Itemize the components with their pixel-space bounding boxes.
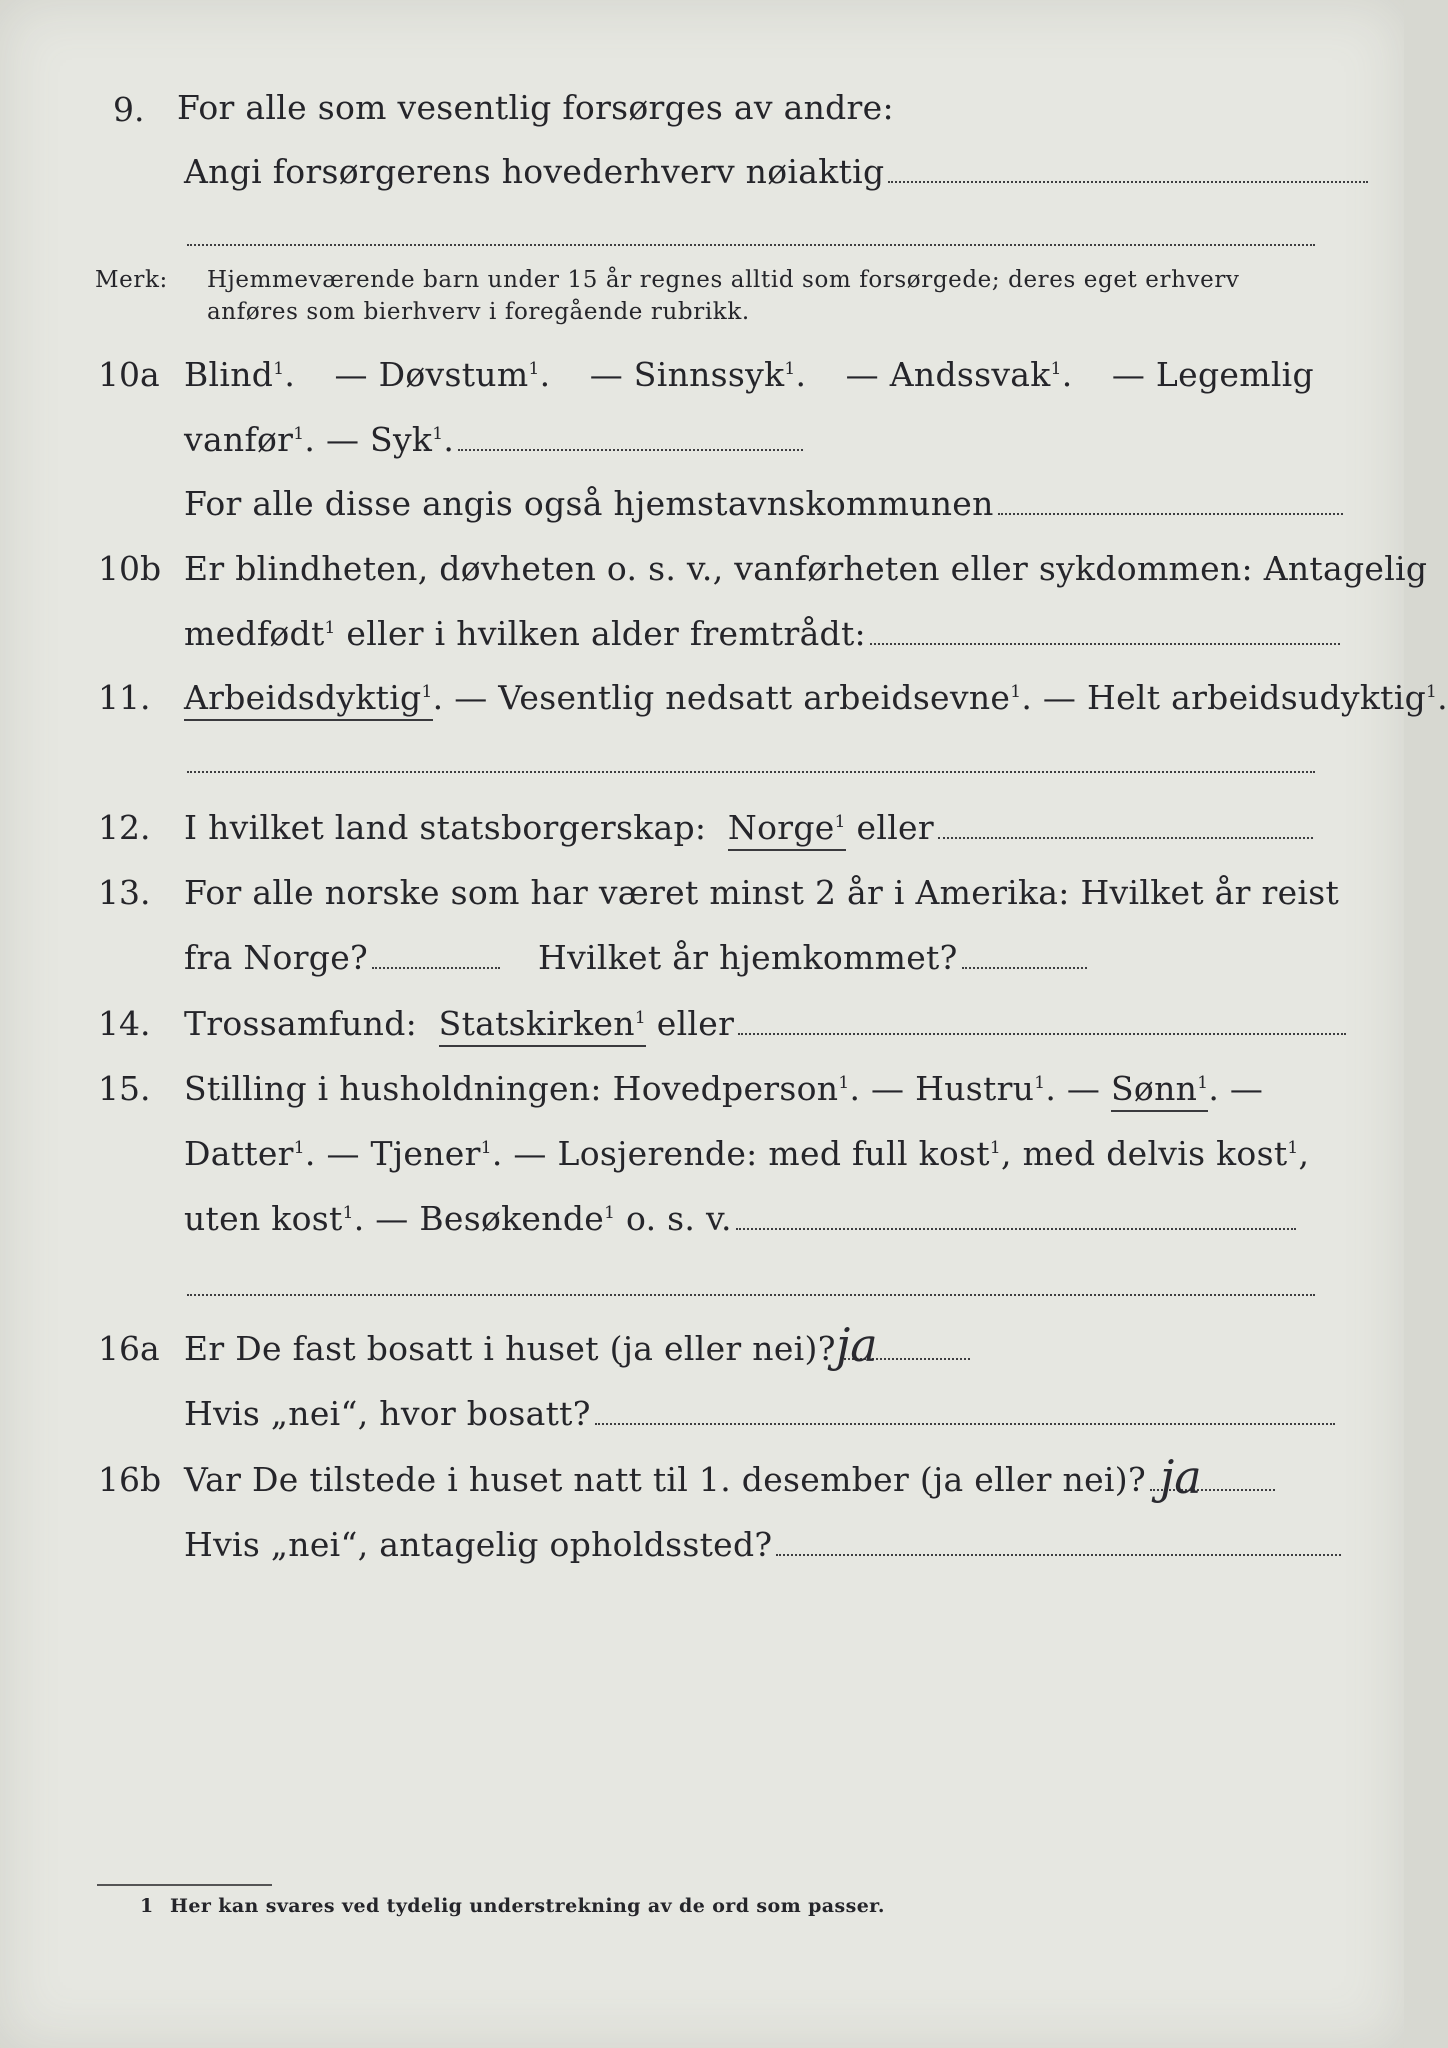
q11-arbeidsdyktig-underlined[interactable]: Arbeidsdyktig$^1$ [184, 678, 433, 721]
q15-line1: Stilling i husholdningen: Hovedperson$^1$. — Hustru$^1$. — Sønn$^1$. — [184, 1069, 1263, 1109]
q13-number: 13. [98, 873, 151, 912]
q14-line: Trossamfund: Statskirken$^1$ eller [184, 1004, 1346, 1044]
q10a-blind: Blind$^1$. [184, 355, 296, 394]
q9-number: 9. [113, 90, 145, 129]
q16a-number: 16a [98, 1329, 160, 1368]
q11-line: Arbeidsdyktig$^1$. — Vesentlig nedsatt arbeidsevne$^1$. — Helt arbeidsudyktig$^1$. [184, 678, 1448, 718]
q9-line2-text: Angi forsørgerens hovederhverv nøiaktig [184, 152, 885, 191]
q12-norge-underlined[interactable]: Norge$^1$ [728, 808, 846, 851]
q10a-line1 [184, 355, 1314, 395]
q10a-line2: vanfør$^1$. — Syk$^1$. [184, 420, 803, 460]
q9-line1: For alle som vesentlig forsørges av andre: [177, 88, 894, 127]
q10a-legemlig: — Legemlig [1111, 355, 1314, 394]
footnote-rule [97, 1884, 272, 1886]
q12-answer-field[interactable] [938, 836, 1313, 839]
q13-reist-field[interactable] [372, 966, 500, 969]
q16a-line1: Er De fast bosatt i huset (ja eller nei)? [184, 1329, 970, 1369]
q12-line: I hvilket land statsborgerskap: Norge$^1$ eller [184, 808, 1313, 848]
q9-answer-field[interactable] [888, 180, 1368, 183]
q10a-line3: For alle disse angis også hjemstavnskommunen [184, 484, 1343, 524]
q14-answer-field[interactable] [738, 1032, 1346, 1035]
q14-statskirken[interactable]: Statskirken$^1$ [439, 1004, 646, 1047]
q15-line2: Datter$^1$. — Tjener$^1$. — Losjerende: med full kost$^1$, med delvis kost$^1$, [184, 1134, 1310, 1173]
q10a-answer-field[interactable] [458, 448, 803, 451]
q16b-line1: Var De tilstede i huset natt til 1. desember (ja eller nei)? [184, 1460, 1275, 1500]
q9-extra-rule[interactable] [187, 244, 1315, 246]
q15-answer-field[interactable] [736, 1227, 1296, 1230]
q11-number: 11. [98, 678, 151, 717]
q10b-answer-field[interactable] [870, 642, 1340, 645]
q10a-hjemstavn-field[interactable] [998, 512, 1343, 515]
q10b-line1: Er blindheten, døvheten o. s. v., vanførheten eller sykdommen: Antagelig [184, 549, 1428, 588]
merk-line2: anføres som bierhverv i foregående rubrikk. [207, 299, 750, 325]
q13-line1: For alle norske som har været minst 2 år i Amerika: Hvilket år reist [184, 873, 1340, 912]
q16b-line2: Hvis „nei“, antagelig opholdssted? [184, 1525, 1341, 1565]
footnote-mark: 1 [140, 1895, 154, 1917]
q10b-number: 10b [98, 549, 162, 588]
q15-extra-rule[interactable] [187, 1294, 1315, 1296]
merk-label: Merk: [95, 267, 168, 293]
q16a-handwritten-answer: ja [836, 1318, 878, 1372]
q10b-line2: medfødt$^1$ eller i hvilken alder fremtrådt: [184, 614, 1340, 654]
q15-number: 15. [98, 1069, 151, 1108]
q13-hjemkommet-field[interactable] [962, 966, 1087, 969]
q16b-opholdssted-field[interactable] [776, 1553, 1341, 1556]
q13-line2: fra Norge? Hvilket år hjemkommet? [184, 938, 1087, 978]
q16b-handwritten-answer: ja [1160, 1450, 1202, 1504]
q12-number: 12. [98, 808, 151, 847]
q15-line3: uten kost$^1$. — Besøkende$^1$ o. s. v. [184, 1199, 1296, 1239]
q15-sonn-underlined[interactable]: Sønn$^1$ [1111, 1069, 1208, 1112]
q10a-andssvak: — Andssvak$^1$. [845, 355, 1073, 394]
q16a-line2: Hvis „nei“, hvor bosatt? [184, 1394, 1335, 1434]
q11-extra-rule[interactable] [187, 771, 1315, 773]
footnote-text: Her kan svares ved tydelig understrekning av de ord som passer. [170, 1895, 885, 1917]
q16b-number: 16b [98, 1460, 162, 1499]
merk-line1: Hjemmeværende barn under 15 år regnes alltid som forsørgede; deres eget erhverv [207, 267, 1240, 293]
q16a-bosatt-field[interactable] [595, 1422, 1335, 1425]
q10a-sinnssyk: — Sinnssyk$^1$. [589, 355, 807, 394]
q10a-dovstum: — Døvstum$^1$. [334, 355, 551, 394]
q14-number: 14. [98, 1004, 151, 1043]
q10a-number: 10a [98, 355, 160, 394]
q9-line2 [184, 152, 1368, 192]
